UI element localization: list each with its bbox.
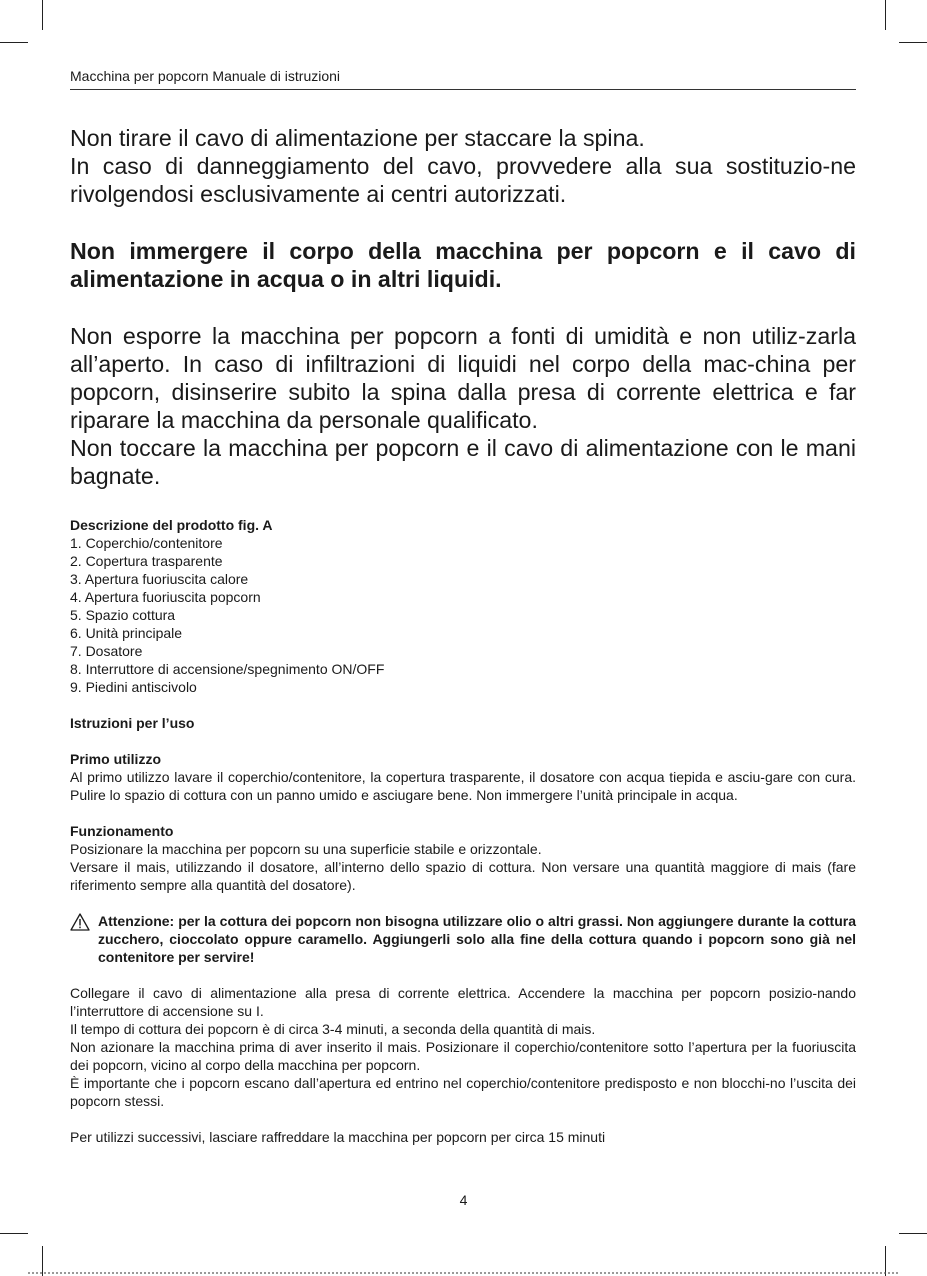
warning-cable-damage: In caso di danneggiamento del cavo, provvedere alla sua sostituzio-ne rivolgendosi esclusivamente ai centri autorizzati. bbox=[70, 153, 856, 207]
warning-humidity: Non esporre la macchina per popcorn a fonti di umidità e non utiliz-zarla all’aperto. In caso di infiltrazioni di liquidi nel corpo della mac-china per popcorn, disinserire subito la spina dalla presa di corrente elettrica e far riparare la macchina da personale qualificato. bbox=[70, 323, 856, 433]
important-text: È importante che i popcorn escano dall’apertura ed entrino nel coperchio/contenitore predisposto e non blocchi-no l’uscita dei popcorn stessi. bbox=[70, 1075, 856, 1109]
warning-wet-hands: Non toccare la macchina per popcorn e il cavo di alimentazione con le mani bagnate. bbox=[70, 435, 856, 489]
attention-text: Attenzione: per la cottura dei popcorn non bisogna utilizzare olio o altri grassi. Non aggiungere durante la cottura zucchero, cioccolato oppure caramello. Aggiungerli solo alla fine della cottura quando i popcorn sono già nel contenitore per servire! bbox=[98, 913, 856, 965]
crop-mark bbox=[899, 1233, 927, 1234]
list-item: 3. Apertura fuoriuscita calore bbox=[70, 571, 249, 587]
list-item: 7. Dosatore bbox=[70, 643, 143, 659]
crop-mark bbox=[899, 42, 927, 43]
page-header: Macchina per popcorn Manuale di istruzioni bbox=[70, 68, 856, 90]
warning-no-immersion: Non immergere il corpo della macchina per popcorn e il cavo di alimentazione in acqua o in altri liquidi. bbox=[70, 238, 856, 292]
warning-icon bbox=[70, 913, 90, 931]
page-content bbox=[70, 124, 856, 1146]
product-heading: Descrizione del prodotto fig. A bbox=[70, 517, 273, 533]
first-use-text: Al primo utilizzo lavare il coperchio/contenitore, la copertura trasparente, il dosatore con acqua tiepida e asciu-gare con cura. Pulire lo spazio di cottura con un panno umido e asciugare bene. Non immergere l’unità principale in acqua. bbox=[70, 769, 856, 803]
list-item: 5. Spazio cottura bbox=[70, 607, 176, 623]
warning-cable-pull: Non tirare il cavo di alimentazione per staccare la spina. bbox=[70, 125, 645, 151]
list-item: 6. Unità principale bbox=[70, 625, 183, 641]
crop-mark bbox=[885, 0, 886, 30]
crop-mark bbox=[42, 0, 43, 30]
instructions-heading: Istruzioni per l’uso bbox=[70, 715, 195, 731]
list-item: 8. Interruttore di accensione/spegnimento ON/OFF bbox=[70, 661, 385, 677]
list-item: 4. Apertura fuoriuscita popcorn bbox=[70, 589, 261, 605]
crop-mark bbox=[0, 1233, 28, 1234]
subsequent-use-text: Per utilizzi successivi, lasciare raffreddare la macchina per popcorn per circa 15 minuti bbox=[70, 1129, 606, 1145]
connect-text: Collegare il cavo di alimentazione alla presa di corrente elettrica. Accendere la macchina per popcorn posizio-nando l’interruttore di accensione su I. bbox=[70, 985, 856, 1019]
list-item: 2. Copertura trasparente bbox=[70, 553, 223, 569]
first-use-heading: Primo utilizzo bbox=[70, 751, 161, 767]
attention-note bbox=[70, 912, 856, 966]
crop-mark bbox=[0, 42, 28, 43]
product-parts-list bbox=[70, 534, 856, 696]
operation-heading: Funzionamento bbox=[70, 823, 174, 839]
bottom-edge-marks bbox=[28, 1272, 899, 1274]
page-number: 4 bbox=[459, 1192, 468, 1208]
operation-text-2: Versare il mais, utilizzando il dosatore, all’interno dello spazio di cottura. Non versare una quantità maggiore di mais (fare riferimento sempre alla quantità del dosatore). bbox=[70, 859, 856, 893]
list-item: 1. Coperchio/contenitore bbox=[70, 535, 223, 551]
no-empty-start-text: Non azionare la macchina prima di aver inserito il mais. Posizionare il coperchio/contenitore sotto l’apertura per la fuoriuscita dei popcorn, vicino al corpo della macchina per popcorn. bbox=[70, 1039, 856, 1073]
cooking-time-text: Il tempo di cottura dei popcorn è di circa 3-4 minuti, a seconda della quantità di mais. bbox=[70, 1021, 596, 1037]
list-item: 9. Piedini antiscivolo bbox=[70, 679, 197, 695]
operation-text-1: Posizionare la macchina per popcorn su una superficie stabile e orizzontale. bbox=[70, 841, 542, 857]
